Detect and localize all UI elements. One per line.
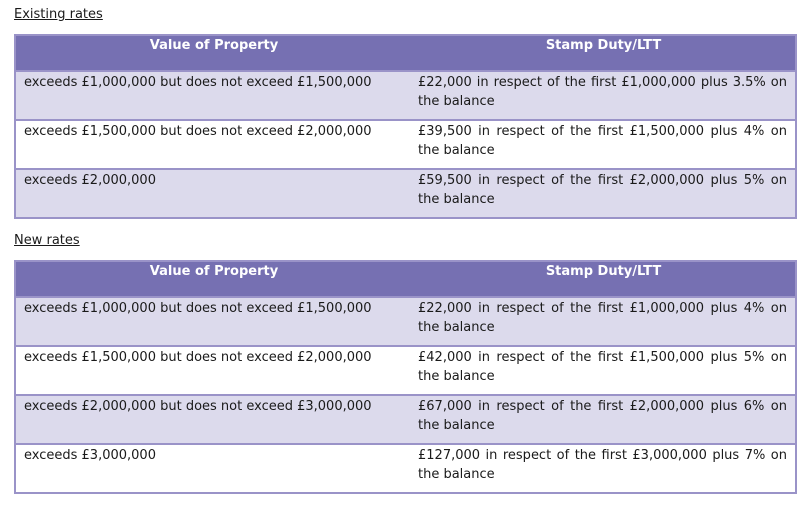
existing-rates-table bbox=[14, 34, 797, 219]
property-value-cell: exceeds £1,000,000 but does not exceed £1,500,000 bbox=[15, 297, 412, 346]
table-row bbox=[15, 346, 796, 395]
new-rates-table bbox=[14, 260, 797, 494]
table-row bbox=[15, 297, 796, 346]
table-row bbox=[15, 71, 796, 120]
existing-rates-title: Existing rates bbox=[14, 7, 103, 22]
table-header-row bbox=[15, 261, 796, 297]
property-value-cell: exceeds £2,000,000 bbox=[15, 169, 412, 218]
stamp-duty-cell: £22,000 in respect of the first £1,000,000 plus 3.5% on the balance bbox=[412, 71, 796, 120]
column-header-value: Value of Property bbox=[15, 261, 412, 297]
column-header-value: Value of Property bbox=[15, 35, 412, 71]
property-value-cell: exceeds £1,500,000 but does not exceed £2,000,000 bbox=[15, 346, 412, 395]
stamp-duty-cell: £42,000 in respect of the first £1,500,000 plus 5% on the balance bbox=[412, 346, 796, 395]
table-header-row bbox=[15, 35, 796, 71]
stamp-duty-cell: £67,000 in respect of the first £2,000,000 plus 6% on the balance bbox=[412, 395, 796, 444]
table-row bbox=[15, 169, 796, 218]
table-row bbox=[15, 120, 796, 169]
property-value-cell: exceeds £3,000,000 bbox=[15, 444, 412, 493]
stamp-duty-cell: £127,000 in respect of the first £3,000,000 plus 7% on the balance bbox=[412, 444, 796, 493]
table-row bbox=[15, 395, 796, 444]
column-header-duty: Stamp Duty/LTT bbox=[412, 261, 796, 297]
column-header-duty: Stamp Duty/LTT bbox=[412, 35, 796, 71]
stamp-duty-cell: £22,000 in respect of the first £1,000,000 plus 4% on the balance bbox=[412, 297, 796, 346]
property-value-cell: exceeds £1,000,000 but does not exceed £1,500,000 bbox=[15, 71, 412, 120]
property-value-cell: exceeds £1,500,000 but does not exceed £2,000,000 bbox=[15, 120, 412, 169]
stamp-duty-cell: £59,500 in respect of the first £2,000,000 plus 5% on the balance bbox=[412, 169, 796, 218]
stamp-duty-cell: £39,500 in respect of the first £1,500,000 plus 4% on the balance bbox=[412, 120, 796, 169]
new-rates-title: New rates bbox=[14, 233, 80, 248]
property-value-cell: exceeds £2,000,000 but does not exceed £3,000,000 bbox=[15, 395, 412, 444]
table-row bbox=[15, 444, 796, 493]
